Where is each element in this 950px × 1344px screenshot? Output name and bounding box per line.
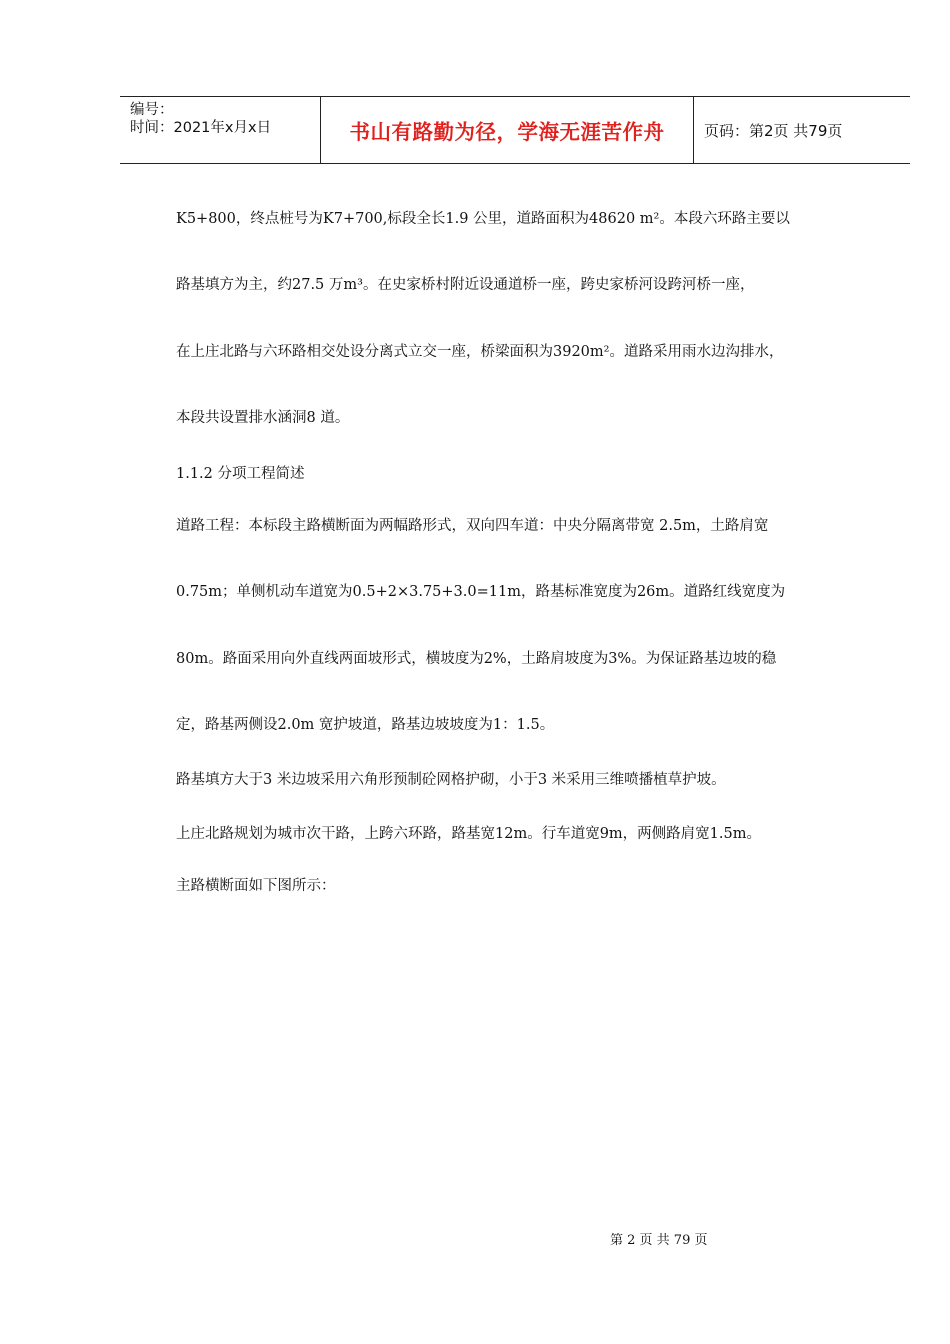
body-line: 路基填方大于3 米边坡采用六角形预制砼网格护砌，小于3 米采用三维喷播植草护坡。 xyxy=(176,772,726,788)
body-line: 本段共设置排水涵洞8 道。 xyxy=(176,410,350,426)
body-line: K5+800，终点桩号为K7+700,标段全长1.9 公里，道路面积为48620 m²。本段六环路主要以 xyxy=(176,211,790,227)
body-line: 定，路基两侧设2.0m 宽护坡道，路基边坡坡度为1：1.5。 xyxy=(176,717,555,733)
date-label: 时间：2021年x月x日 xyxy=(130,120,272,136)
document-header xyxy=(120,96,910,164)
body-line: 主路横断面如下图所示： xyxy=(176,878,336,894)
body-line: 0.75m；单侧机动车道宽为0.5+2×3.75+3.0=11m，路基标准宽度为26m。道路红线宽度为 xyxy=(176,584,786,600)
body-line: 在上庄北路与六环路相交处设分离式立交一座，桥梁面积为3920m²。道路采用雨水边沟排水， xyxy=(176,344,784,360)
body-line: 道路工程：本标段主路横断面为两幅路形式，双向四车道：中央分隔离带宽 2.5m，土路肩宽 xyxy=(176,518,769,534)
header-motto: 书山有路勤为径，学海无涯苦作舟 xyxy=(321,97,694,163)
section-heading: 1.1.2 分项工程简述 xyxy=(176,466,305,482)
body-line: 80m。路面采用向外直线两面坡形式，横坡度为2%，土路肩坡度为3%。为保证路基边坡的稳 xyxy=(176,651,777,667)
header-meta xyxy=(120,97,321,163)
body-line: 路基填方为主，约27.5 万m³。在史家桥村附近设通道桥一座，跨史家桥河设跨河桥一座， xyxy=(176,277,755,293)
page-footer: 第 2 页 共 79 页 xyxy=(610,1233,708,1248)
body-line: 上庄北路规划为城市次干路，上跨六环路，路基宽12m。行车道宽9m，两侧路肩宽1.5m。 xyxy=(176,826,761,842)
serial-number-label: 编号： xyxy=(130,102,174,118)
header-page-info: 页码：第2页 共79页 xyxy=(704,121,843,140)
